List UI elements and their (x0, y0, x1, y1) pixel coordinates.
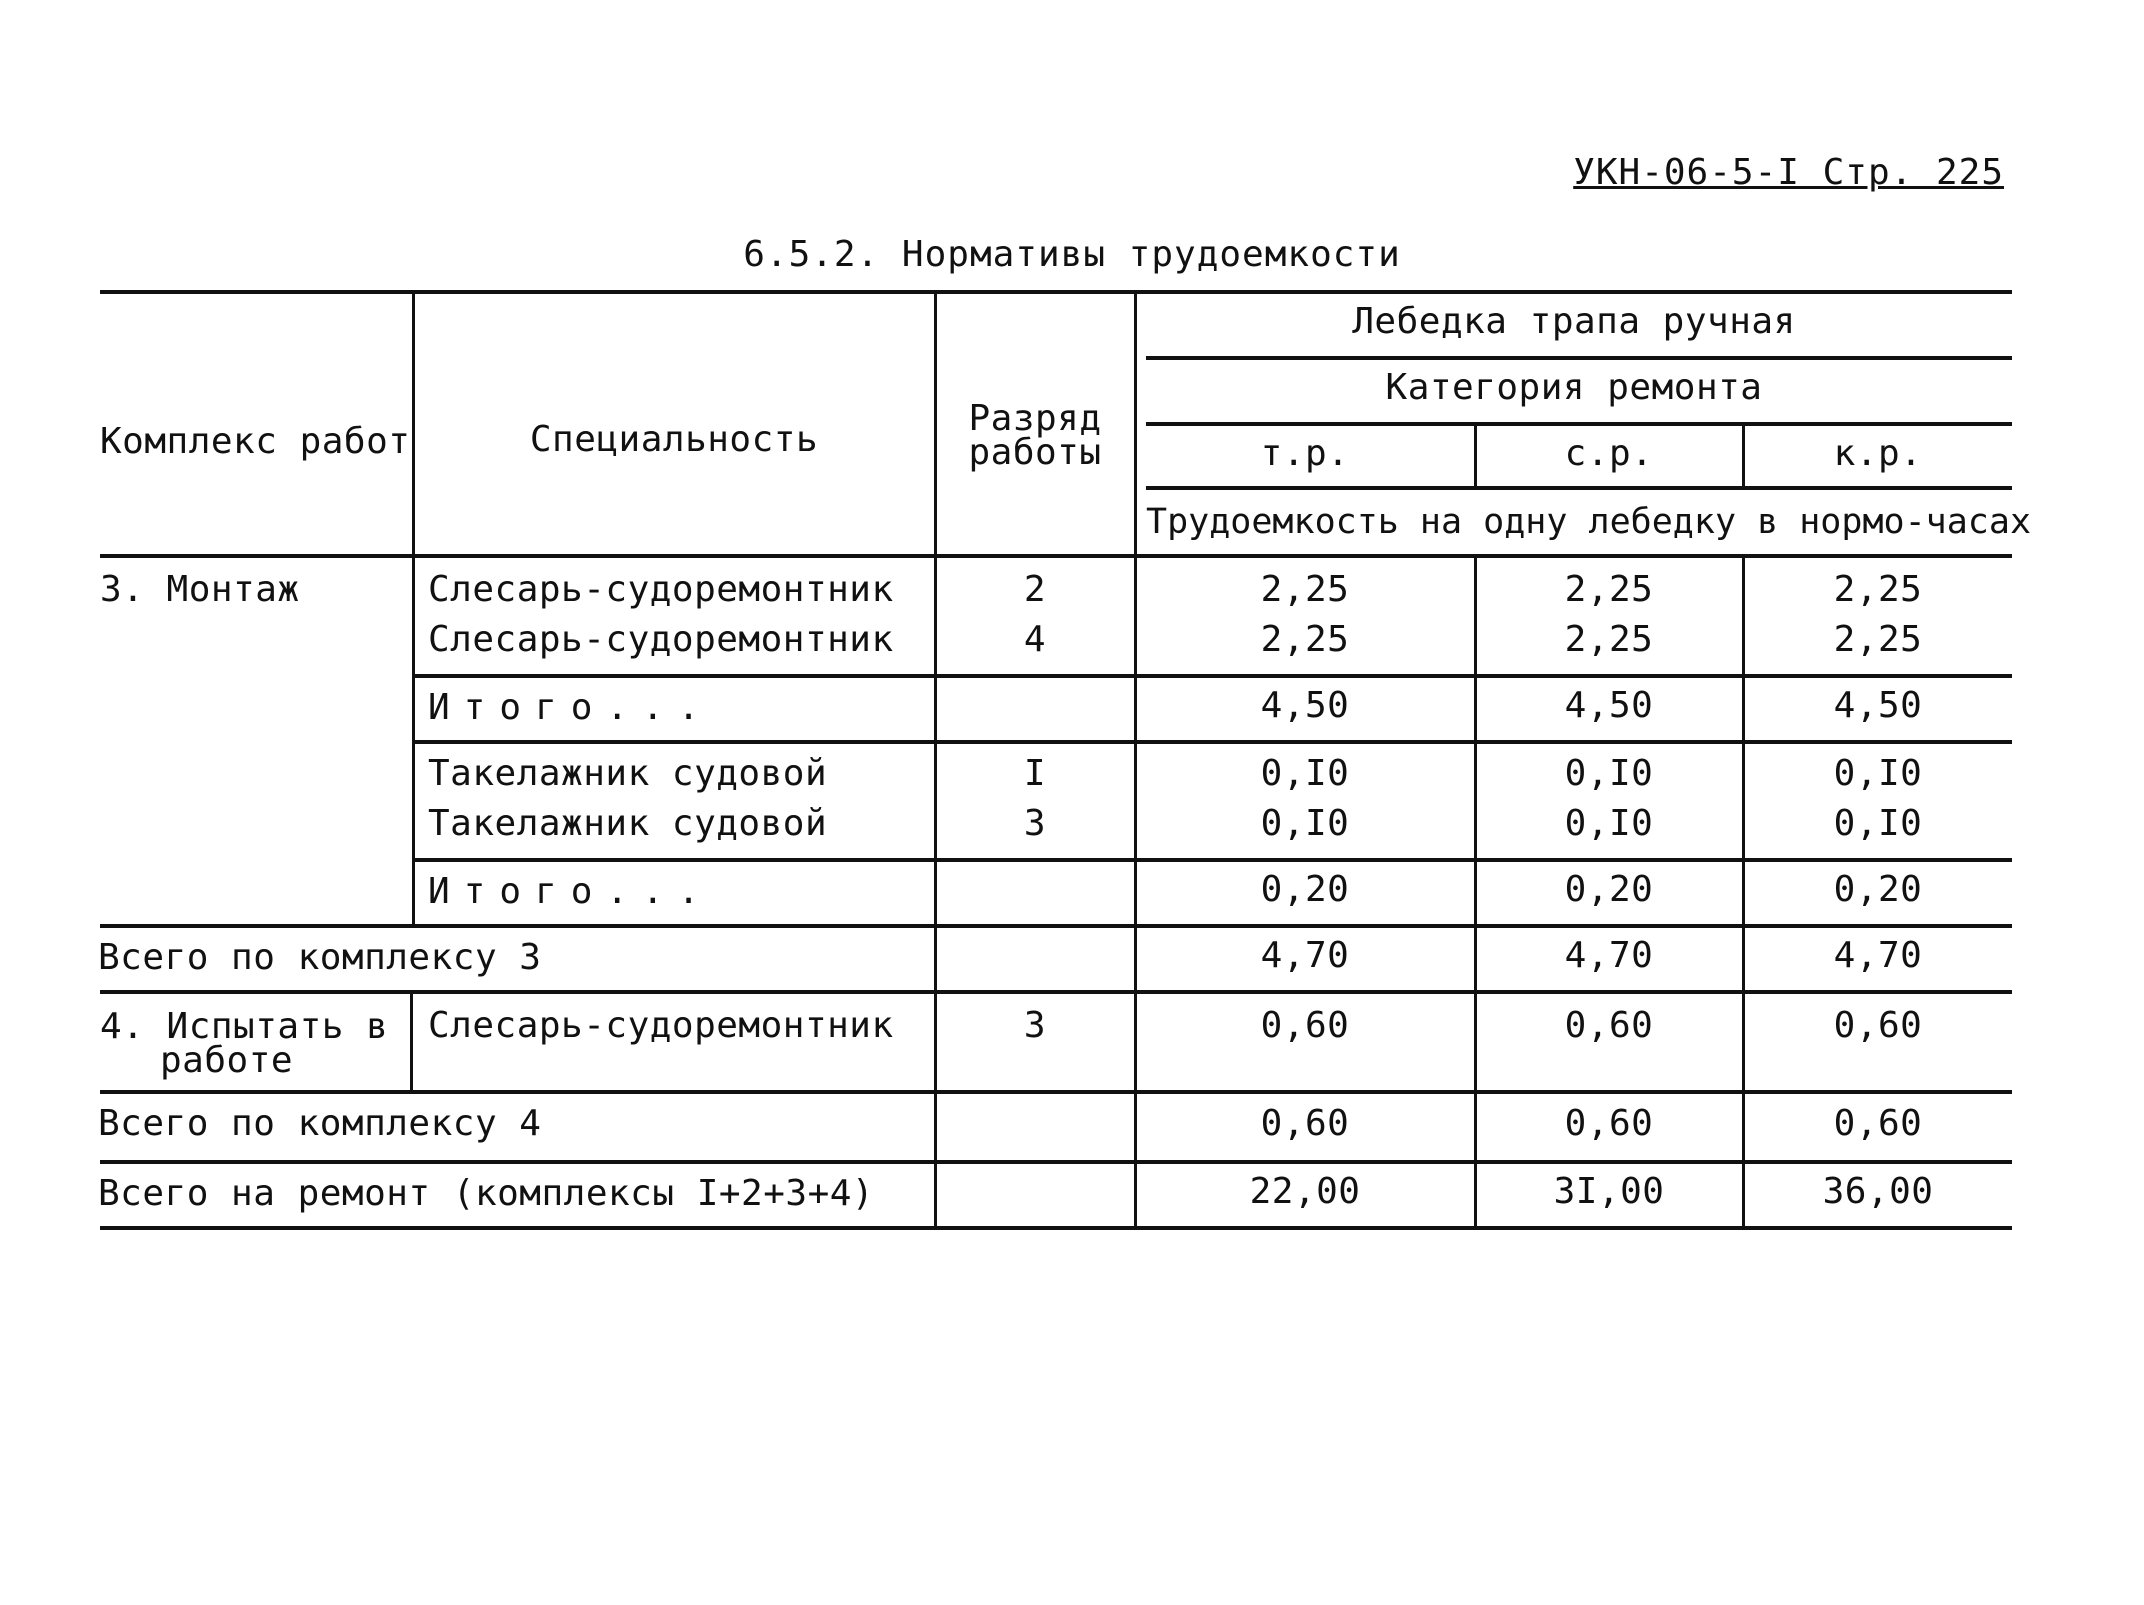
header-complex: Комплекс работ (100, 421, 411, 462)
row5-kr: 0,60 (1833, 1005, 1923, 1046)
total4-label: Всего по комплексу 4 (98, 1103, 542, 1144)
row3-sr: 0,I0 (1564, 753, 1654, 794)
row4-tr: 0,I0 (1260, 803, 1350, 844)
rule-category (1146, 422, 2012, 426)
row5-grade: 3 (1023, 1005, 1047, 1046)
subtotal1-sr: 4,50 (1564, 685, 1654, 726)
row4-specialty: Такелажник судовой (428, 803, 828, 844)
rule-sub2-top (412, 858, 2012, 862)
rule-total4-top (100, 1090, 2012, 1094)
vrule-complex4 (410, 990, 413, 1090)
rule-complex4-top (100, 990, 2012, 994)
row1-sr: 2,25 (1564, 569, 1654, 610)
subtotal1-kr: 4,50 (1833, 685, 1923, 726)
total4-sr: 0,60 (1564, 1103, 1654, 1144)
row2-tr: 2,25 (1260, 619, 1350, 660)
rule-cat-codes (1146, 486, 2012, 490)
row4-grade: 3 (1023, 803, 1047, 844)
row2-sr: 2,25 (1564, 619, 1654, 660)
row3-specialty: Такелажник судовой (428, 753, 828, 794)
rule-bottom (100, 1226, 2012, 1230)
row5-tr: 0,60 (1260, 1005, 1350, 1046)
header-object: Лебедка трапа ручная (1352, 301, 1796, 342)
row1-specialty: Слесарь-судоремонтник (428, 569, 894, 610)
row5-sr: 0,60 (1564, 1005, 1654, 1046)
row3-kr: 0,I0 (1833, 753, 1923, 794)
row3-grade: I (1023, 753, 1047, 794)
table-title: 6.5.2. Нормативы трудоемкости (743, 234, 1401, 275)
grand-total-label: Всего на ремонт (комплексы I+2+3+4) (98, 1173, 875, 1214)
total4-kr: 0,60 (1833, 1103, 1923, 1144)
rule-object (1146, 356, 2012, 360)
header-cat-kr: к.р. (1833, 433, 1923, 474)
total3-kr: 4,70 (1833, 935, 1923, 976)
header-repair-category: Категория ремонта (1385, 367, 1763, 408)
header-cat-sr: с.р. (1564, 433, 1654, 474)
row1-tr: 2,25 (1260, 569, 1350, 610)
grand-total-sr: 3I,00 (1553, 1171, 1665, 1212)
subtotal2-tr: 0,20 (1260, 869, 1350, 910)
vrule-complex (412, 290, 415, 924)
subtotal1-label: Итого... (428, 687, 714, 728)
document-code: УКН-06-5-I Стр. 225 (1573, 152, 2004, 193)
total3-sr: 4,70 (1564, 935, 1654, 976)
row4-sr: 0,I0 (1564, 803, 1654, 844)
header-grade-line1: Разряд (968, 398, 1102, 439)
total3-label: Всего по комплексу 3 (98, 937, 542, 978)
rule-header-bottom (100, 554, 2012, 558)
subtotal1-tr: 4,50 (1260, 685, 1350, 726)
complex-4-label-line1: 4. Испытать в (100, 1006, 389, 1047)
grand-total-tr: 22,00 (1249, 1171, 1361, 1212)
row2-specialty: Слесарь-судоремонтник (428, 619, 894, 660)
header-cat-tr: т.р. (1260, 433, 1350, 474)
subtotal2-kr: 0,20 (1833, 869, 1923, 910)
header-specialty: Специальность (529, 419, 819, 460)
subtotal2-sr: 0,20 (1564, 869, 1654, 910)
row1-grade: 2 (1023, 569, 1047, 610)
rule-sub1-bottom (412, 740, 2012, 744)
subtotal2-label: Итого... (428, 871, 714, 912)
rule-top (100, 290, 2012, 294)
header-unit: Трудоемкость на одну лебедку в нормо-часах (1146, 502, 2032, 542)
rule-sub1-top (412, 674, 2012, 678)
total4-tr: 0,60 (1260, 1103, 1350, 1144)
row1-kr: 2,25 (1833, 569, 1923, 610)
row5-specialty: Слесарь-судоремонтник (428, 1005, 894, 1046)
total3-tr: 4,70 (1260, 935, 1350, 976)
rule-grand-top (100, 1160, 2012, 1164)
row3-tr: 0,I0 (1260, 753, 1350, 794)
row4-kr: 0,I0 (1833, 803, 1923, 844)
complex-3-label: 3. Монтаж (100, 569, 300, 610)
row2-kr: 2,25 (1833, 619, 1923, 660)
row2-grade: 4 (1023, 619, 1047, 660)
header-grade-line2: работы (968, 432, 1102, 473)
rule-total3-top (100, 924, 2012, 928)
grand-total-kr: 36,00 (1822, 1171, 1934, 1212)
complex-4-label-line2: работе (160, 1040, 294, 1081)
